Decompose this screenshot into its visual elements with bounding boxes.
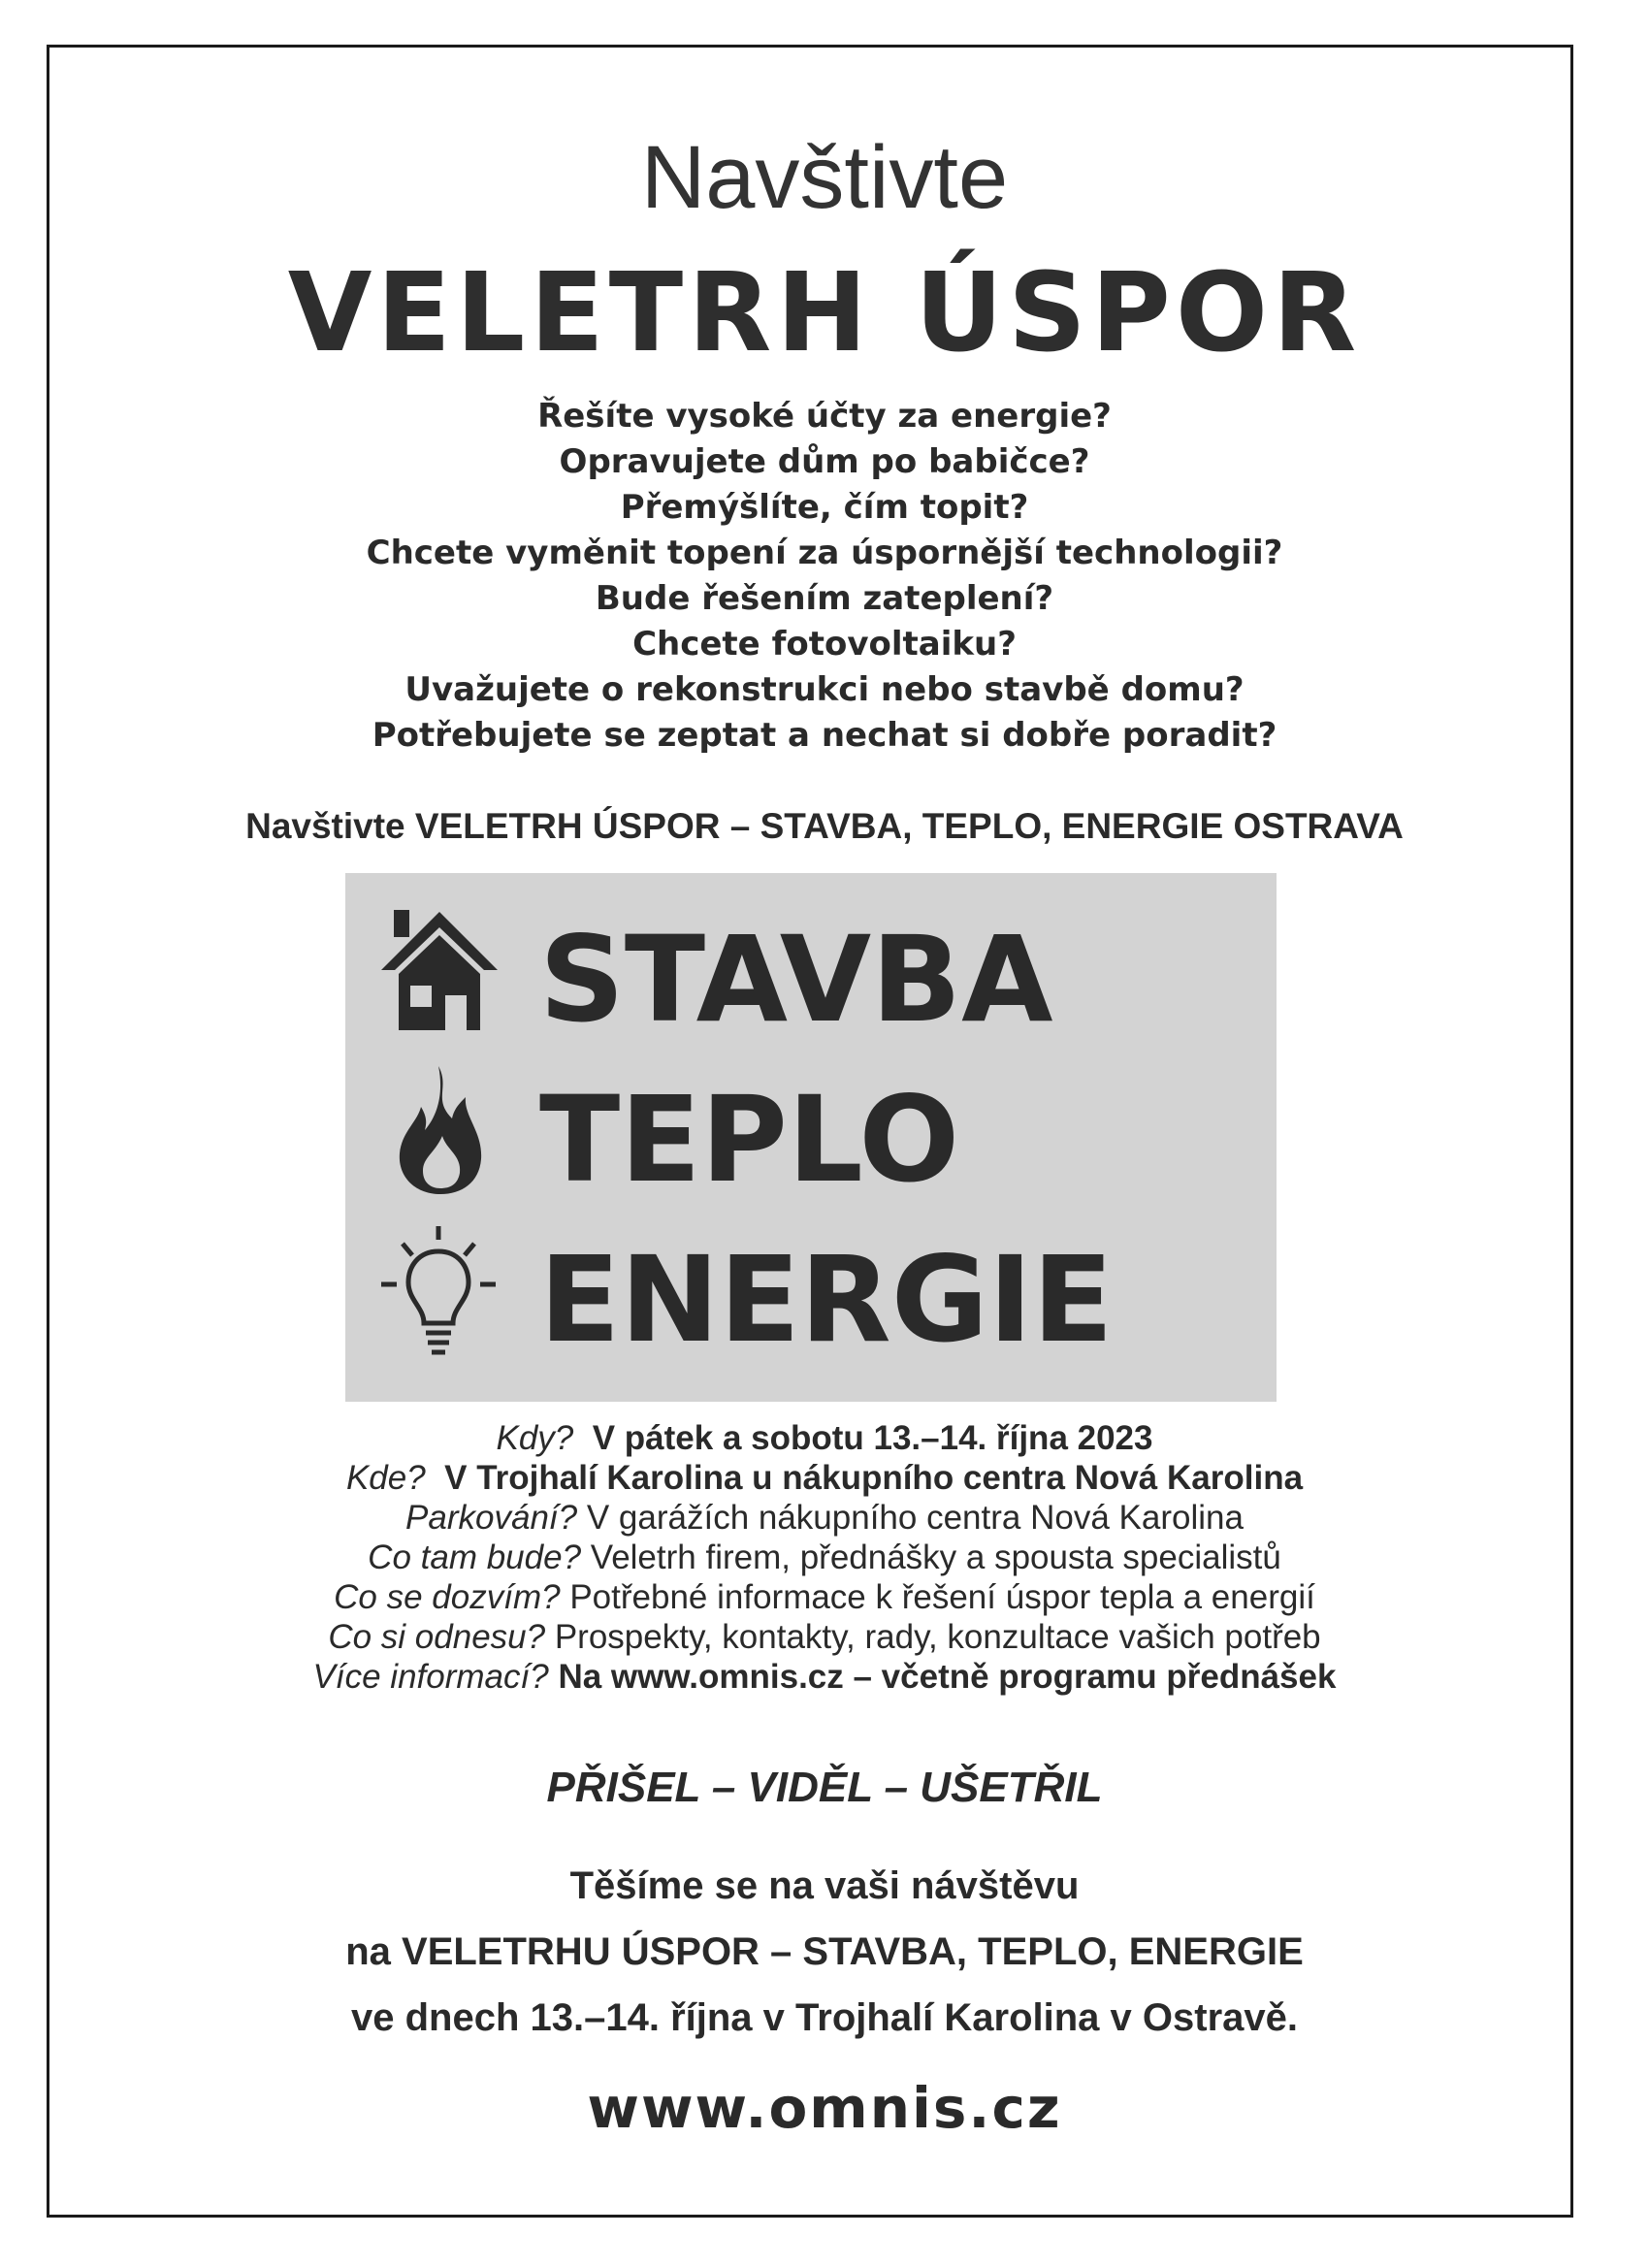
logo-row-teplo [345,1062,1277,1217]
detail-question: Kde? [345,1459,426,1497]
detail-answer: Na www.omnis.cz – včetně programu přednášek [558,1658,1337,1696]
lightbulb-icon [379,1222,501,1358]
closing-line: Těšíme se na vaši návštěvu [569,1864,1080,1907]
detail-row-takeaway [0,1617,1649,1657]
detail-row-when [0,1418,1649,1458]
question-line: Řešíte vysoké účty za energie? [537,397,1112,436]
detail-row-more-info [0,1657,1649,1697]
detail-answer: Veletrh firem, přednášky a spousta specialistů [590,1539,1281,1576]
question-line: Bude řešením zateplení? [595,579,1054,618]
closing-text [0,1853,1649,2051]
intro-heading: Navštivte [640,128,1009,227]
question-line: Přemýšlíte, čím topit? [620,488,1029,527]
detail-question: Co tam bude? [368,1539,582,1576]
logo-row-stavba [345,902,1277,1057]
question-line: Potřebujete se zeptat a nechat si dobře poradit? [372,716,1277,755]
detail-row-program [0,1538,1649,1577]
questions-list [0,394,1649,759]
logo-word-teplo: TEPLO [539,1071,960,1209]
event-logo [345,873,1277,1402]
detail-answer: V garážích nákupního centra Nová Karolina [586,1499,1244,1537]
event-details [0,1418,1649,1697]
closing-line: ve dnech 13.–14. října v Trojhalí Karolina v Ostravě. [351,1996,1298,2039]
detail-answer: Prospekty, kontakty, rady, konzultace vašich potřeb [554,1618,1321,1656]
detail-row-learn [0,1577,1649,1617]
website-url: www.omnis.cz [587,2075,1062,2141]
detail-answer: V Trojhalí Karolina u nákupního centra Nová Karolina [444,1459,1304,1497]
detail-question: Co se dozvím? [334,1578,561,1616]
detail-question: Kdy? [496,1419,574,1457]
question-line: Chcete fotovoltaiku? [632,625,1017,664]
question-line: Chcete vyměnit topení za úspornější technologii? [366,534,1283,572]
detail-question: Více informací? [312,1658,549,1696]
closing-line: na VELETRHU ÚSPOR – STAVBA, TEPLO, ENERGIE [345,1930,1304,1973]
logo-word-energie: ENERGIE [539,1231,1114,1369]
question-line: Uvažujete o rekonstrukci nebo stavbě domu? [404,670,1245,709]
main-title: VELETRH ÚSPOR [287,250,1362,376]
detail-row-parking [0,1498,1649,1538]
logo-word-stavba: STAVBA [539,911,1053,1049]
question-line: Opravujete dům po babičce? [559,442,1090,481]
detail-row-where [0,1458,1649,1498]
flame-icon [382,1062,503,1198]
house-icon [379,902,501,1038]
logo-row-energie [345,1222,1277,1377]
slogan: PŘIŠEL – VIDĚL – UŠETŘIL [546,1764,1103,1811]
invite-line: Navštivte VELETRH ÚSPOR – STAVBA, TEPLO, ENERGIE OSTRAVA [245,806,1404,846]
detail-answer: V pátek a sobotu 13.–14. října 2023 [592,1419,1153,1457]
detail-question: Co si odnesu? [328,1618,546,1656]
detail-answer: Potřebné informace k řešení úspor tepla a energií [569,1578,1315,1616]
detail-question: Parkování? [405,1499,578,1537]
